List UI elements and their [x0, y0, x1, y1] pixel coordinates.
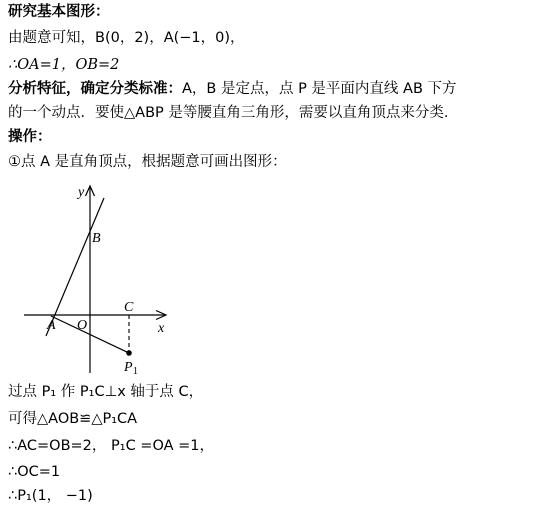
step-3: ∴AC=OB=2， P₁C =OA =1， — [8, 438, 215, 454]
label-a: A — [47, 318, 56, 333]
point-p1 — [126, 350, 132, 356]
coordinate-figure — [18, 178, 178, 378]
line-coordinates: 由题意可知，B(0，2)，A(−1，0)， — [8, 30, 245, 46]
step-4: ∴OC=1 — [8, 464, 61, 480]
step-2: 可得△AOB≌△P₁CA — [8, 411, 138, 427]
y-axis-label: y — [78, 185, 85, 200]
analysis-text: A，B 是定点，点 P 是平面内直线 AB 下方 — [182, 81, 457, 97]
analysis-label: 分析特征，确定分类标准： — [8, 81, 182, 97]
x-axis-label: x — [158, 321, 165, 336]
label-p: P — [124, 360, 133, 375]
label-o: O — [77, 318, 88, 333]
label-p-subscript: 1 — [133, 366, 138, 377]
analysis-line — [8, 79, 457, 99]
heading: 研究基本图形： — [8, 4, 110, 20]
label-b: B — [92, 231, 101, 246]
step-5: ∴P₁(1， −1) — [8, 488, 93, 504]
step-1: 过点 P₁ 作 P₁C⊥x 轴于点 C， — [8, 384, 204, 400]
case-1-heading: ①点 A 是直角顶点，根据题意可画出图形： — [8, 154, 287, 170]
line-lengths: ∴OA=1，OB=2 — [8, 57, 120, 73]
label-c: C — [124, 300, 134, 315]
operation-label: 操作： — [8, 129, 52, 145]
analysis-text-continued: 的一个动点．要使△ABP 是等腰直角三角形，需要以直角顶点来分类． — [8, 105, 459, 121]
